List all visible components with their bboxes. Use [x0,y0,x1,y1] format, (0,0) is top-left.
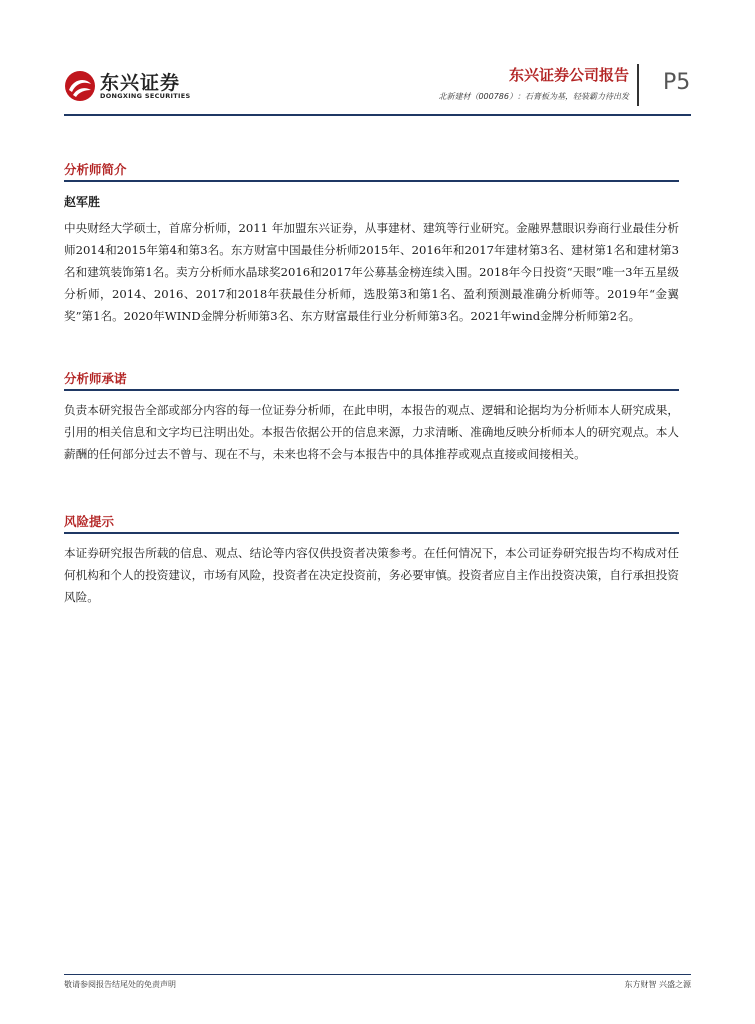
footer-rule [64,974,691,975]
logo-english-name: DONGXING SECURITIES [100,92,191,100]
logo-chinese-name: 东兴证券 [100,72,181,94]
analyst-bio: 中央财经大学硕士，首席分析师，2011 年加盟东兴证券，从事建材、建筑等行业研究。金融界慧眼识券商行业最佳分析师2014和2015年第4和第3名。东方财富中国最佳分析师2015年、2016年和2017年建材第3名、建材第1名和建材第3名和建筑装饰第1名。卖方分析师水晶球奖2016和2017年公募基金榜连续入围。2018年今日投资“天眼”唯一3年五星级分析师，2014、2016、2017和2018年获最佳分析师，选股第3和第1名、盈利预测最准确分析师等。2019年“金翼奖”第1名。2020年WIND金牌分析师第3名、东方财富最佳行业分析师第3名。2021年wind金牌分析师第2名。 [64,221,679,323]
page-header [0,0,755,120]
commitment-text: 负责本研究报告全部或部分内容的每一位证券分析师，在此申明，本报告的观点、逻辑和论据均为分析师本人研究成果，引用的相关信息和文字均已注明出处。本报告依据公开的信息来源，力求清晰、准确地反映分析师本人的研究观点。本人薪酬的任何部分过去不曾与、现在不与，未来也将不会与本报告中的具体推荐或观点直接或间接相关。 [64,403,679,461]
section-risk-notice [64,512,679,534]
report-subtitle: 北新建材（000786）：石膏板为基，轻装霸力待出发 [438,92,629,101]
page-number: P5 [663,70,691,95]
analyst-name: 赵军胜 [64,195,101,209]
footer-disclaimer-note: 敬请参阅报告结尾处的免责声明 [64,980,176,989]
section-heading: 分析师简介 [64,162,127,177]
report-title: 东兴证券公司报告 [508,66,629,84]
footer-slogan: 东方财智 兴盛之源 [624,980,691,989]
header-divider [637,64,639,106]
section-analyst-intro [64,160,679,182]
header-rule [64,114,691,116]
risk-text: 本证券研究报告所载的信息、观点、结论等内容仅供投资者决策参考。在任何情况下，本公司证券研究报告均不构成对任何机构和个人的投资建议，市场有风险，投资者在决定投资前，务必要审慎。投资者应自主作出投资决策，自行承担投资风险。 [64,546,679,604]
section-heading: 风险提示 [64,514,115,529]
dongxing-logo-icon [64,70,96,102]
section-analyst-commitment [64,369,679,391]
company-logo [64,70,194,104]
section-heading: 分析师承诺 [64,371,127,386]
